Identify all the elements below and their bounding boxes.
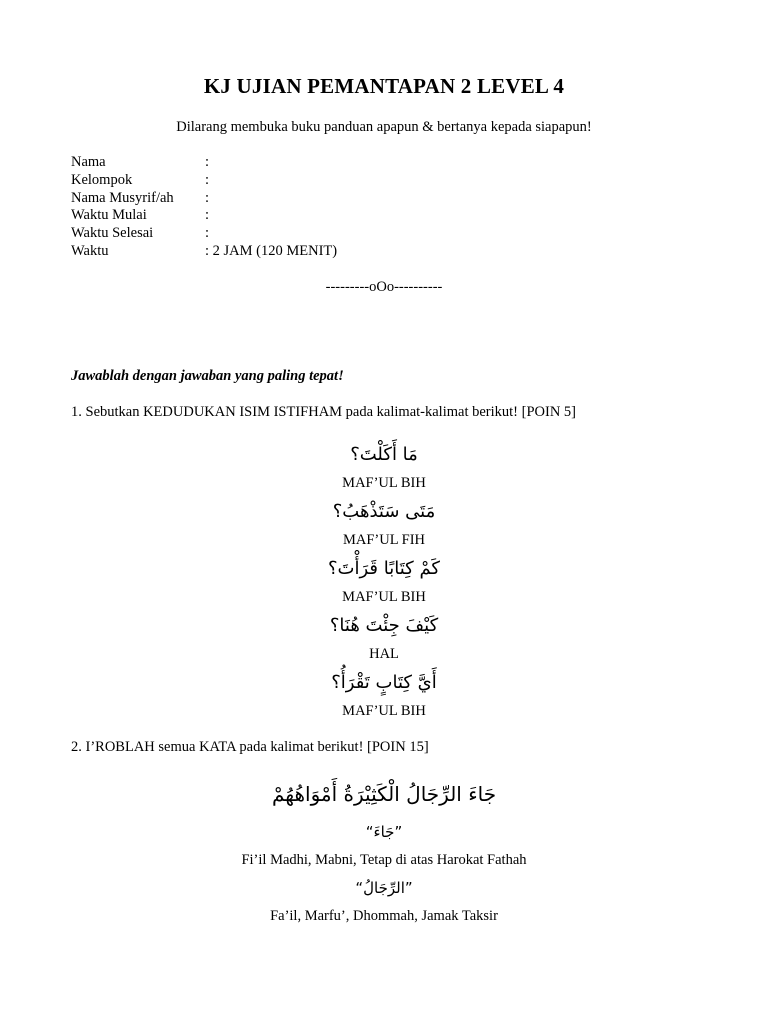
info-label: Nama Musyrif/ah: [71, 189, 174, 206]
question-2-prompt: 2. I’ROBLAH semua KATA pada kalimat berikut! [POIN 15]: [71, 739, 429, 755]
section-divider: ---------oOo----------: [325, 279, 443, 295]
arabic-sentence: جَاءَ الرِّجَالُ الْكَثِيْرَةُ أَمْوَاهُهُمْ: [271, 782, 497, 806]
arabic-sentence: مَتَى سَتَذْهَبُ؟: [332, 501, 436, 522]
participant-info: [71, 154, 337, 261]
info-label: Nama: [71, 154, 106, 170]
info-label: Waktu: [71, 242, 109, 259]
answer-text: MAF’UL BIH: [342, 589, 426, 605]
info-row-nama: [71, 154, 337, 172]
arabic-sentence: أَيَّ كِتَابٍ تَقْرَأُ؟: [331, 672, 437, 693]
info-value: :: [205, 189, 210, 206]
info-row-waktu: [71, 243, 337, 261]
info-row-kelompok: [71, 172, 337, 190]
answer-text: MAF’UL FIH: [342, 532, 426, 548]
question-2-items: [0, 772, 768, 928]
info-value: :: [205, 207, 210, 224]
info-row-waktu-selesai: [71, 225, 337, 243]
info-value: :: [205, 171, 210, 188]
exam-notice: Dilarang membuka buku panduan apapun & bertanya kepada siapapun!: [176, 119, 592, 135]
question-1-items: [0, 438, 768, 723]
info-label: Waktu Selesai: [71, 225, 154, 242]
info-value: :: [205, 154, 210, 170]
arabic-word: “الرِّجَالُ”: [355, 879, 413, 897]
arabic-sentence: كَمْ كِتَابًا قَرَأْتَ؟: [327, 558, 440, 579]
irob-analysis: Fa’il, Marfu’, Dhommah, Jamak Taksir: [270, 908, 498, 924]
info-value: : 2 JAM (120 MENIT): [205, 242, 338, 259]
arabic-sentence: كَيْفَ جِئْتَ هُنَا؟: [329, 615, 439, 636]
answer-text: MAF’UL BIH: [342, 475, 426, 491]
instruction-text: Jawablah dengan jawaban yang paling tepat!: [71, 368, 344, 384]
page-title: KJ UJIAN PEMANTAPAN 2 LEVEL 4: [203, 74, 565, 98]
info-row-waktu-mulai: [71, 207, 337, 225]
irob-analysis: Fi’il Madhi, Mabni, Tetap di atas Harokat Fathah: [241, 852, 527, 868]
info-label: Kelompok: [71, 171, 133, 188]
answer-text: HAL: [369, 646, 399, 662]
question-1-prompt: 1. Sebutkan KEDUDUKAN ISIM ISTIFHAM pada kalimat-kalimat berikut! [POIN 5]: [71, 404, 577, 420]
info-value: :: [205, 225, 210, 242]
info-row-musyrif: [71, 190, 337, 208]
answer-text: MAF’UL BIH: [342, 703, 426, 719]
info-label: Waktu Mulai: [71, 207, 147, 224]
arabic-sentence: مَا أَكَلْتَ؟: [350, 444, 418, 465]
arabic-word: “جَاءَ”: [365, 823, 403, 841]
